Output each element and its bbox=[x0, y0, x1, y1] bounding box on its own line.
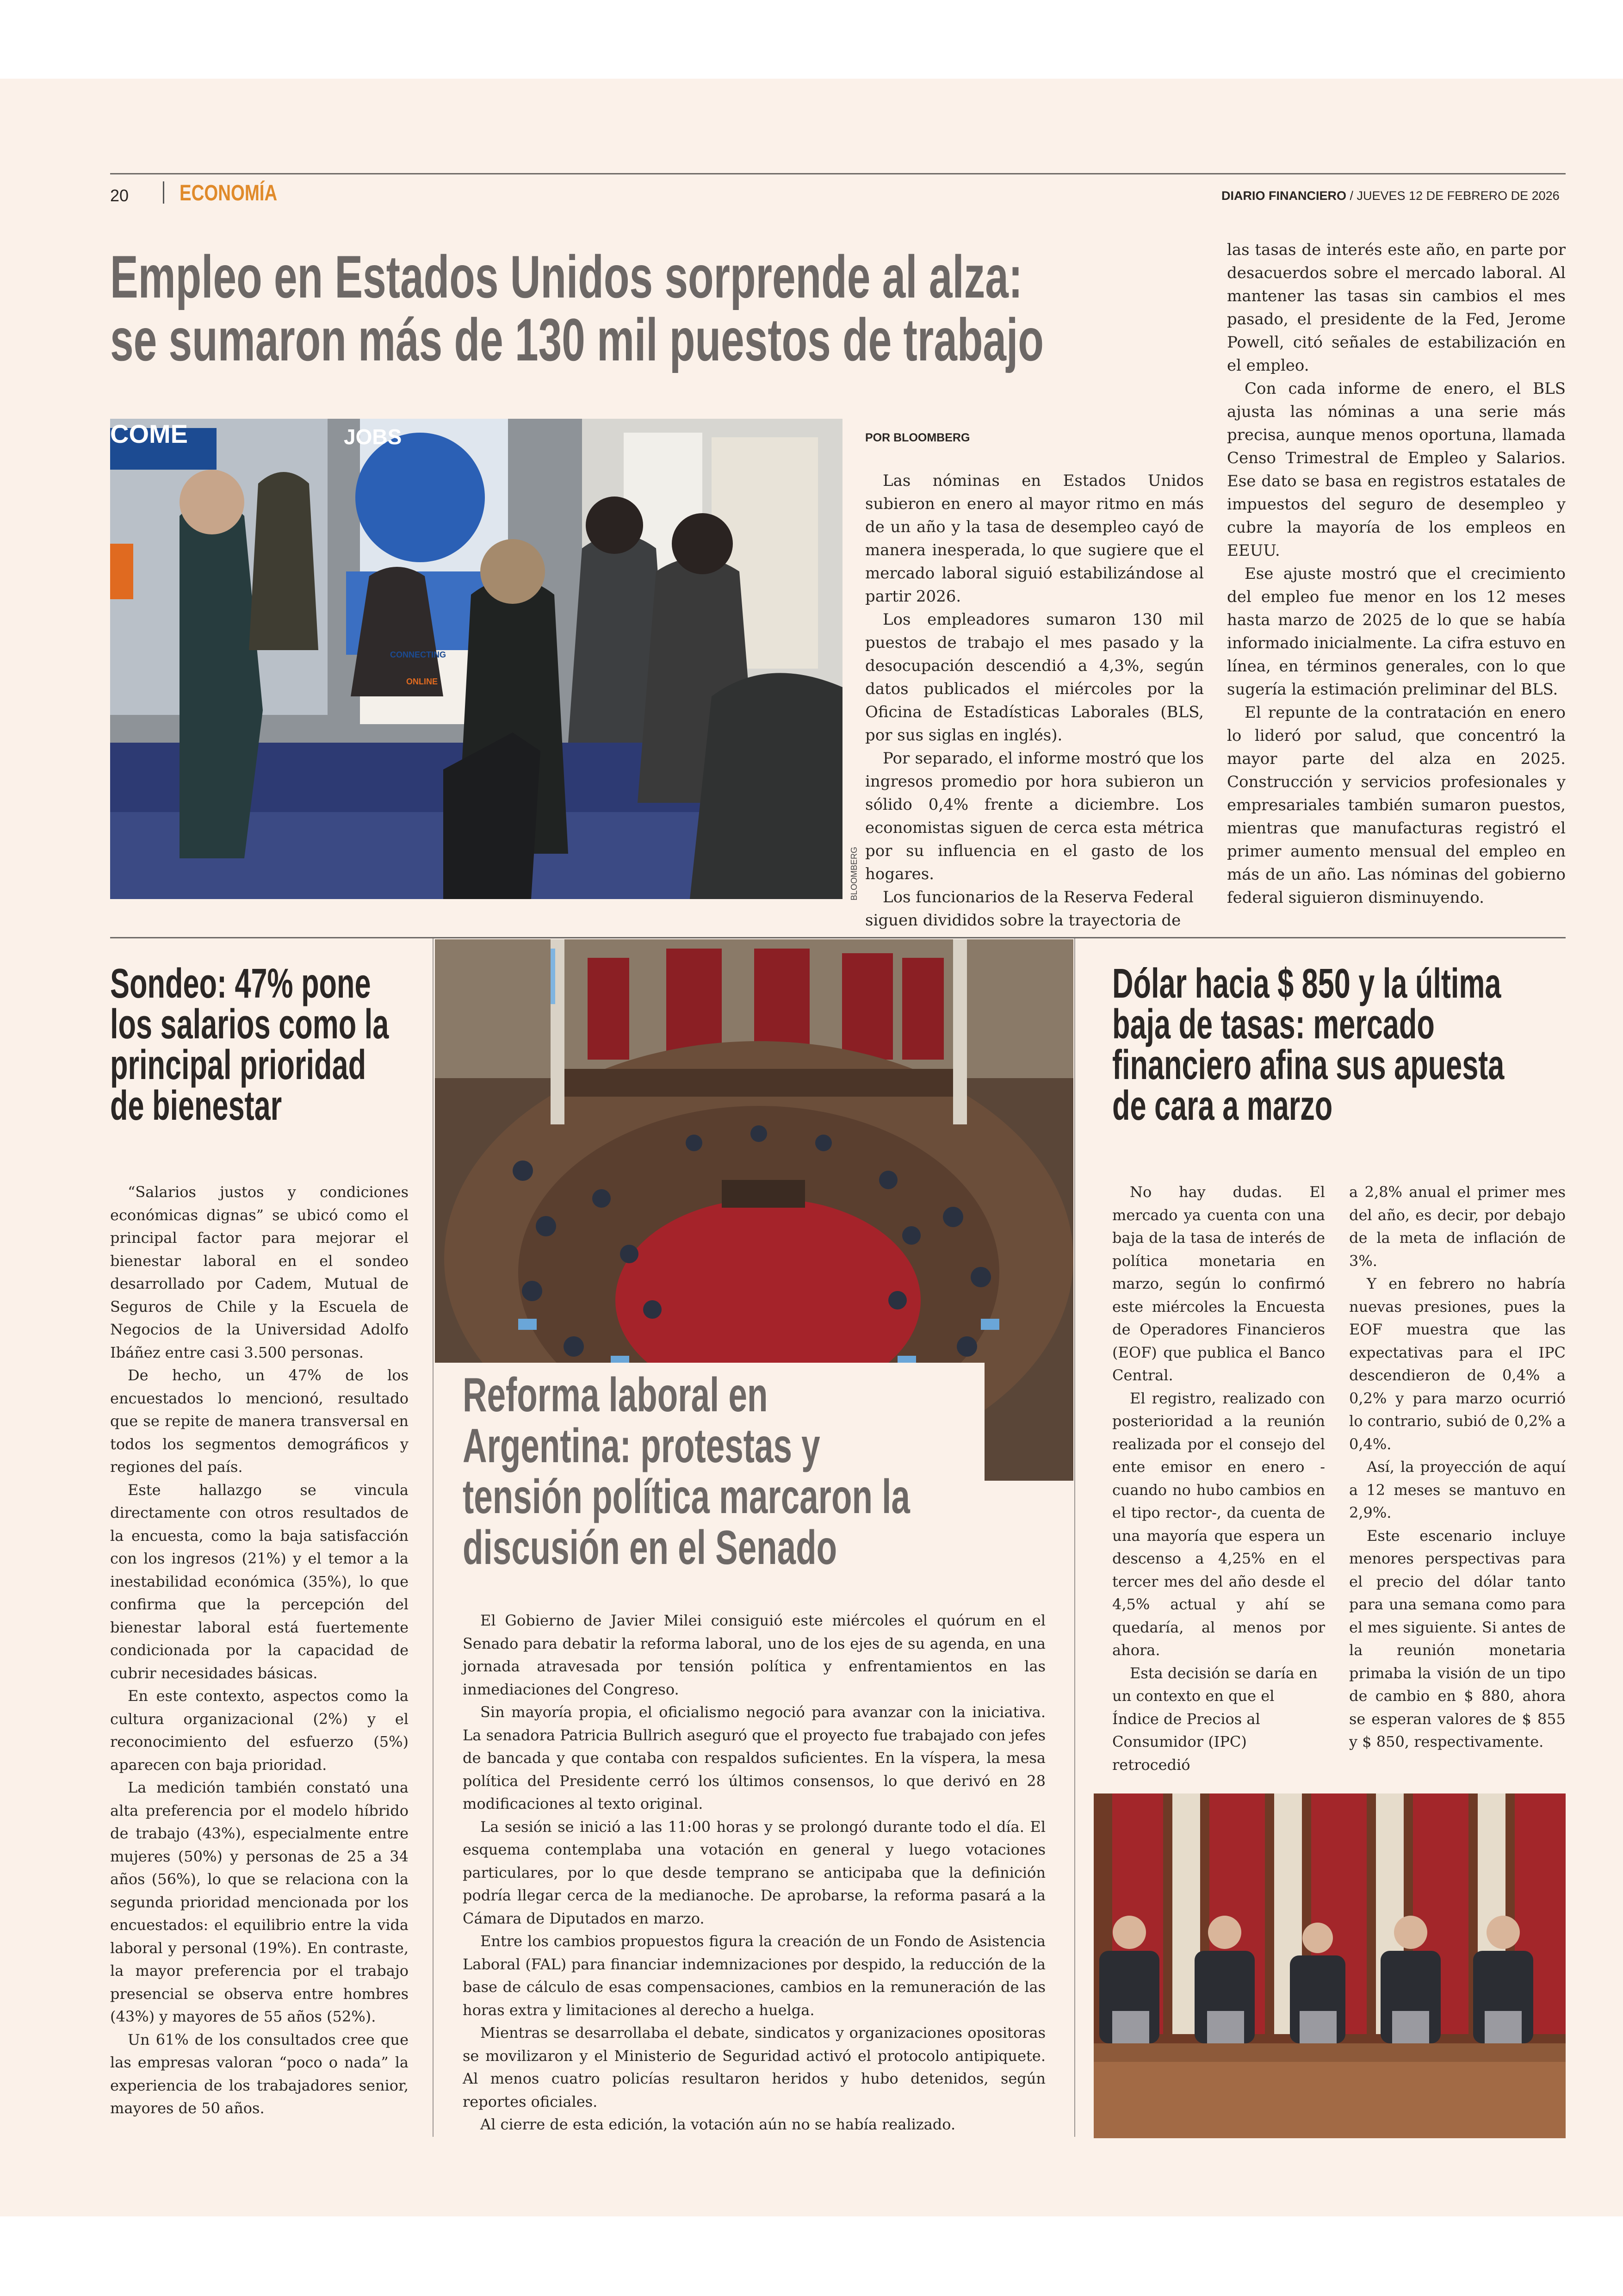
dolar-headline bbox=[1112, 961, 1623, 1129]
central-bank-board-photo bbox=[1094, 1793, 1566, 2138]
photo-sign-connecting: CONNECTING bbox=[390, 650, 446, 659]
main-article-column-3 bbox=[1227, 238, 1566, 909]
photo-sign-online: ONLINE bbox=[406, 677, 438, 686]
paragraph: “Salarios justos y condiciones económicas dignas” se ubicó como el principal factor para mejorar el bienestar laboral en el sondeo desarrollado por Cadem, Mutual de Seguros de Chile y la Escuela de Negocios de la Universidad Adolfo Ibáñez entre casi 3.500 personas. bbox=[110, 1183, 409, 1361]
byline: POR BLOOMBERG bbox=[865, 431, 970, 444]
paragraph: Sin mayoría propia, el oficialismo negoció para avanzar con la iniciativa. La senadora Patricia Bullrich aseguró que el proyecto fue trabajado con jefes de bancada y que contaba con respaldos suficientes. En la víspera, la mesa política del Presidente cerró los últimos consensos, lo que derivó en 28 modificaciones al texto original. bbox=[463, 1703, 1046, 1812]
paragraph: Este hallazgo se vincula directamente con otros resultados de la encuesta, como la baja satisfacción con los ingresos (21%) y el temor a la inestabilidad económica (35%), lo que confirma que la percepción del bienestar laboral está fuertemente condicionada por la capacidad de cubrir necesidades básicas. bbox=[110, 1481, 409, 1682]
sondeo-headline-line: los salarios como la bbox=[110, 1001, 389, 1048]
paragraph: Mientras se desarrollaba el debate, sindicatos y organizaciones opositoras se movilizaron y el Ministerio de Seguridad activó el protocolo antipiquete. Al menos cuatro policías resultaron heridos y hubo detenidos, según reportes oficiales. bbox=[463, 2024, 1046, 2110]
paragraph: La sesión se inició a las 11:00 horas y se prolongó durante todo el día. El esquema contemplaba una votación en general y luego votaciones particulares, por lo que desde temprano se anticipaba que la definición podría llegar cerca de la medianoche. De aprobarse, la reforma pasará a la Cámara de Diputados en marzo. bbox=[463, 1818, 1046, 1927]
reforma-body bbox=[463, 1609, 1046, 2136]
paragraph: Los empleadores sumaron 130 mil puestos de trabajo el mes pasado y la desocupación descendió a 4,3%, según datos publicados el miércoles por la Oficina de Estadísticas Laborales (BLS, por sus siglas en inglés). bbox=[865, 610, 1204, 745]
paragraph: Entre los cambios propuestos figura la creación de un Fondo de Asistencia Laboral (FAL) para financiar indemnizaciones por despido, la reducción de la base de cálculo de esas compensaciones, cambios en la remuneración de las horas extra y limitaciones al derecho a huelga. bbox=[463, 1932, 1046, 2019]
paragraph: Al cierre de esta edición, la votación aún no se había realizado. bbox=[480, 2116, 956, 2133]
dolar-headline-line: Dólar hacia $ 850 y la última bbox=[1112, 961, 1501, 1007]
photo-credit: BLOOMBERG bbox=[849, 846, 859, 900]
paragraph: Con cada informe de enero, el BLS ajusta las nóminas a una serie más precisa, aunque menos oportuna, llamada Censo Trimestral de Empleo y Salarios. Ese dato se basa en registros estatales de impuestos del seguro de desempleo y cubre la mayoría de los empleos en EEUU. bbox=[1227, 379, 1566, 560]
dolar-column-1 bbox=[1112, 1181, 1325, 1776]
paragraph: El registro, realizado con posterioridad a la reunión realizada por el consejo del ente emisor en enero -cuando no hubo cambios en el tipo rector-, da cuenta de una mayoría que espera un descenso a 4,25% en el tercer mes del año desde el 4,5% actual y ahí se quedaría, al menos por ahora. bbox=[1112, 1389, 1325, 1659]
paragraph: Así, la proyección de aquí a 12 meses se mantuvo en 2,9%. bbox=[1349, 1458, 1566, 1521]
dolar-headline-line: baja de tasas: mercado bbox=[1112, 1001, 1435, 1048]
page-number: 20 bbox=[110, 186, 129, 205]
sondeo-headline-line: principal prioridad bbox=[110, 1042, 366, 1088]
paragraph: No hay dudas. El mercado ya cuenta con una baja de la tasa de interés de política monetaria en marzo, según lo confirmó este miércoles la Encuesta de Operadores Financieros (EOF) que publica el Banco Central. bbox=[1112, 1183, 1325, 1384]
paragraph: Las nóminas en Estados Unidos subieron en enero al mayor ritmo en más de un año y la tasa de desempleo cayó de manera inesperada, lo que sugiere que el mercado laboral siguió estabilizándose al partir 2026. bbox=[865, 472, 1204, 606]
photo-sign-come: COME bbox=[110, 419, 188, 448]
main-article-column-2 bbox=[865, 469, 1204, 932]
paragraph: Ese ajuste mostró que el crecimiento del empleo fue menor en los 12 meses hasta marzo de 2025 de lo que se había informado inicialmente. La cifra estuvo en línea, en términos generales, con lo que sugería la estimación preliminar del BLS. bbox=[1227, 565, 1566, 699]
paragraph: Un 61% de los consultados cree que las empresas valoran “poco o nada” la experiencia de los trabajadores senior, mayores de 50 años. bbox=[110, 2030, 409, 2117]
paragraph: Y en febrero no habría nuevas presiones, pues la EOF muestra que las expectativas para el IPC descendieron de 0,4% a 0,2% y para marzo ocurrió lo contrario, subió de 0,2% a 0,4%. bbox=[1349, 1275, 1566, 1453]
reforma-headline-line: Argentina: protestas y bbox=[463, 1419, 820, 1473]
paragraph: El Gobierno de Javier Milei consiguió este miércoles el quórum en el Senado para debatir la reforma laboral, uno de los ejes de su agenda, en una jornada atravesada por tensión política y enfrentamientos en las inmediaciones del Congreso. bbox=[463, 1612, 1046, 1698]
reforma-headline bbox=[463, 1370, 1102, 1573]
paragraph: El repunte de la contratación en enero lo lideró por salud, que concentró la mayor parte del alza en 2025. Construcción y servicios profesionales y empresariales también sumaron puestos, mientras que manufacturas registró el primer aumento mensual del empleo en más de un año. Las nóminas del gobierno federal siguieron disminuyendo. bbox=[1227, 703, 1566, 907]
paragraph: En este contexto, aspectos como la cultura organizacional (2%) y el reconocimiento del esfuerzo (5%) aparecen con baja prioridad. bbox=[110, 1687, 409, 1774]
paragraph: Esta decisión se daría en un contexto en que el Índice de Precios al Consumidor (IPC) retrocedió bbox=[1112, 1664, 1318, 1774]
sondeo-body bbox=[110, 1181, 409, 2120]
section-label: ECONOMÍA bbox=[180, 181, 278, 205]
sondeo-headline-line: Sondeo: 47% pone bbox=[110, 961, 371, 1007]
main-headline-line-1: Empleo en Estados Unidos sorprende al alza: bbox=[110, 243, 1023, 310]
sondeo-headline-line: de bienestar bbox=[110, 1083, 282, 1129]
publication-name: DIARIO FINANCIERO bbox=[1221, 189, 1346, 203]
paragraph: Este escenario incluye menores perspectivas para el precio del dólar tanto para una semana como para el mes siguiente. Si antes de la reunión monetaria primaba la visión de un tipo de cambio en $ 880, ahora se esperan valores de $ 855 y $ 850, respectivamente. bbox=[1349, 1527, 1566, 1750]
dolar-headline-line: financiero afina sus apuesta bbox=[1112, 1042, 1505, 1088]
reforma-headline-line: Reforma laboral en bbox=[463, 1368, 768, 1422]
reforma-headline-line: discusión en el Senado bbox=[463, 1521, 837, 1575]
paragraph: De hecho, un 47% de los encuestados lo mencionó, resultado que se repite de manera transversal en todos los segmentos demográficos y regiones del país. bbox=[110, 1366, 409, 1476]
header-divider bbox=[163, 181, 164, 204]
section-rule bbox=[110, 937, 1566, 938]
reforma-headline-line: tensión política marcaron la bbox=[463, 1470, 910, 1524]
paragraph: La medición también constató una alta preferencia por el modelo híbrido de trabajo (43%), especialmente entre mujeres (50%) y personas de 25 a 34 años (56%), lo que se relaciona con la segunda prioridad mencionada por los encuestados: el equilibrio entre la vida laboral y personal (19%). En contraste, la mayor preferencia por el trabajo presencial se observa entre hombres (43%) y mayores de 55 años (52%). bbox=[110, 1779, 409, 2025]
masthead bbox=[1221, 189, 1560, 203]
paragraph: Los funcionarios de la Reserva Federal siguen divididos sobre la trayectoria de bbox=[865, 888, 1194, 930]
paragraph: las tasas de interés este año, en parte por desacuerdos sobre el mercado laboral. Al mantener las tasas sin cambios el mes pasado, el presidente de la Fed, Jerome Powell, citó señales de estabilización en el empleo. bbox=[1227, 241, 1566, 375]
publication-date: / JUEVES 12 DE FEBRERO DE 2026 bbox=[1350, 189, 1560, 203]
dolar-column-2 bbox=[1349, 1181, 1566, 1754]
dolar-headline-line: de cara a marzo bbox=[1112, 1083, 1333, 1129]
paragraph: Por separado, el informe mostró que los ingresos promedio por hora subieron un sólido 0,4% frente a diciembre. Los economistas siguen de cerca esta métrica por su influencia en el gasto de los hogares. bbox=[865, 749, 1204, 883]
main-headline-line-2: se sumaron más de 130 mil puestos de trabajo bbox=[110, 306, 1044, 373]
photo-sign-jobs: JOBS bbox=[344, 425, 402, 449]
job-fair-photo bbox=[110, 419, 842, 899]
top-rule bbox=[110, 173, 1566, 174]
paragraph: a 2,8% anual el primer mes del año, es decir, por debajo de la meta de inflación de 3%. bbox=[1349, 1183, 1566, 1270]
